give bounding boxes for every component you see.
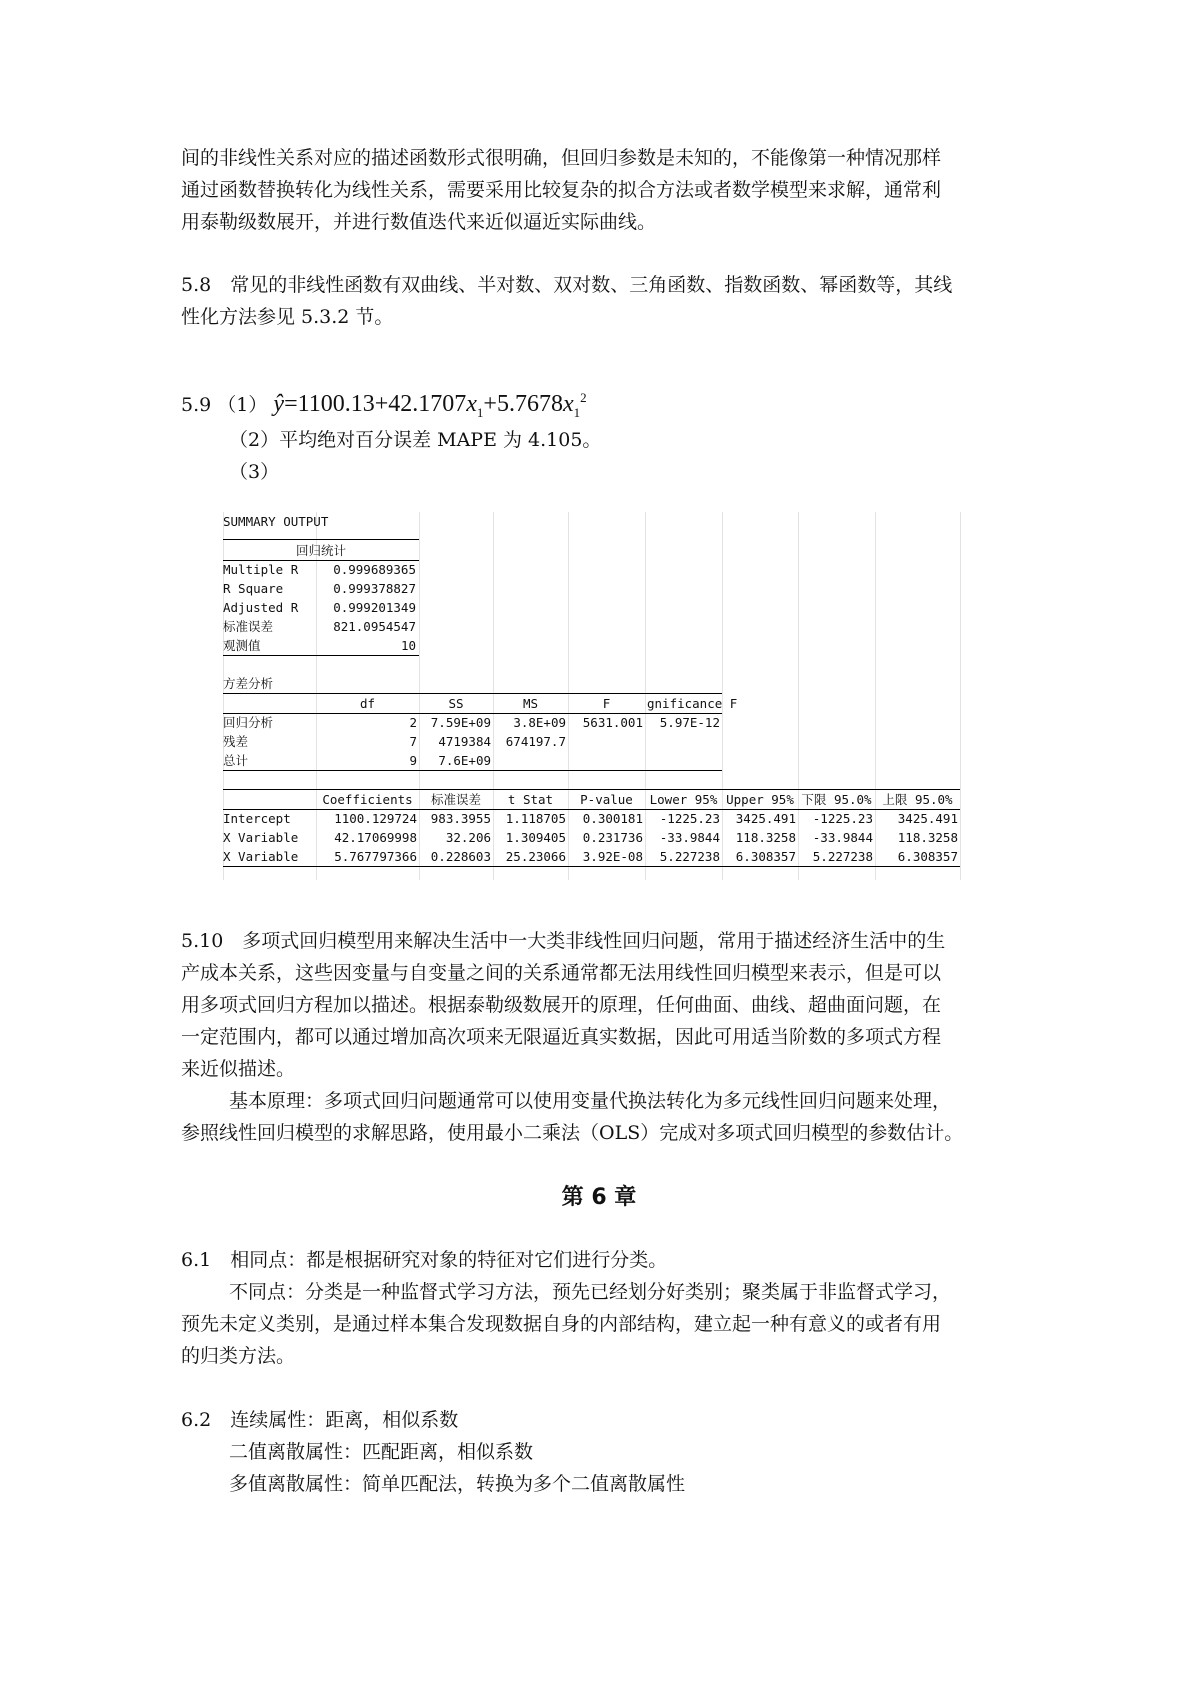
paragraph-nonlinear (181, 142, 1017, 238)
equation-line (181, 378, 1017, 418)
anova-row-label: 回归分析 (223, 715, 274, 730)
text-line: 6.1 相同点：都是根据研究对象的特征对它们进行分类。 (181, 1249, 668, 1271)
text-line: 性化方法参见 5.3.2 节。 (181, 306, 394, 328)
anova-cell: 5631.001 (582, 715, 643, 730)
stat-label: R Square (223, 581, 284, 596)
coef-col-header: Upper 95% (726, 792, 794, 807)
anova-title: 方差分析 (223, 676, 274, 691)
text-line: 二值离散属性：匹配距离，相似系数 (229, 1441, 534, 1463)
coef-row-label: X Variable (223, 849, 299, 864)
anova-cell: 4719384 (438, 734, 491, 749)
coef-cell: 1100.129724 (334, 811, 417, 826)
coef-row-label: Intercept (223, 811, 291, 826)
coef-cell: -1225.23 (659, 811, 720, 826)
anova-cell: 7.59E+09 (430, 715, 491, 730)
x-var: x (562, 391, 574, 417)
text-line: （2）平均绝对百分误差 MAPE 为 4.105。 (229, 429, 602, 451)
coef-cell: 6.308357 (897, 849, 958, 864)
stat-value: 0.999689365 (333, 562, 416, 577)
anova-cell: 9 (409, 753, 417, 768)
x-var: x (466, 391, 477, 417)
anova-row-label: 总计 (223, 753, 249, 768)
answer-6-1 (181, 1244, 1017, 1372)
text-line: 预先未定义类别，是通过样本集合发现数据自身的内部结构，建立起一种有意义的或者有用 (181, 1313, 942, 1335)
text-line: 用泰勒级数展开，并进行数值迭代来近似逼近实际曲线。 (181, 211, 657, 233)
superscript: 2 (580, 390, 587, 405)
eq-part: =1100.13+42.1707 (284, 391, 467, 417)
anova-cell: 674197.7 (505, 734, 566, 749)
stat-label: 标准误差 (223, 619, 274, 634)
coef-cell: 3425.491 (735, 811, 796, 826)
text-line: 用多项式回归方程加以描述。根据泰勒级数展开的原理，任何曲面、曲线、超曲面问题，在 (181, 994, 942, 1016)
coef-cell: 3425.491 (897, 811, 958, 826)
coef-col-header: 下限 95.0% (801, 792, 872, 807)
coef-cell: 5.227238 (812, 849, 873, 864)
coef-col-header: t Stat (507, 792, 554, 807)
text-line: 间的非线性关系对应的描述函数形式很明确，但回归参数是未知的，不能像第一种情况那样 (181, 147, 942, 169)
coef-cell: 0.231736 (582, 830, 643, 845)
text-line: 参照线性回归模型的求解思路，使用最小二乘法（OLS）完成对多项式回归模型的参数估计。 (181, 1122, 964, 1144)
summary-output-table (223, 512, 961, 880)
coef-col-header: Coefficients (322, 792, 413, 807)
answer-prefix: 5.9 （1） (181, 394, 268, 416)
answer-5-10 (181, 925, 1017, 1149)
coef-row-label: X Variable (223, 830, 299, 845)
coef-cell: 5.227238 (659, 849, 720, 864)
subscript: 1 (476, 404, 484, 420)
coef-cell: 25.23066 (505, 849, 566, 864)
text-line: 一定范围内，都可以通过增加高次项来无限逼近真实数据，因此可用适当阶数的多项式方程 (181, 1026, 942, 1048)
coef-cell: 32.206 (445, 830, 491, 845)
coef-col-header: 上限 95.0% (882, 792, 953, 807)
stat-label: 观测值 (223, 638, 261, 653)
coef-col-header: 标准误差 (430, 792, 481, 807)
text-line: 来近似描述。 (181, 1058, 296, 1080)
answer-6-2 (181, 1404, 1017, 1500)
coef-cell: 983.3955 (430, 811, 491, 826)
regression-equation (273, 390, 587, 420)
answer-5-9 (181, 378, 1017, 488)
stat-label: Multiple R (223, 562, 299, 577)
text-line: 产成本关系，这些因变量与自变量之间的关系通常都无法用线性回归模型来表示，但是可以 (181, 962, 942, 984)
chapter-heading: 第 6 章 (561, 1185, 637, 1210)
anova-col-header: MS (522, 696, 539, 711)
coef-cell: 0.300181 (582, 811, 643, 826)
y-hat: ŷ (273, 391, 285, 417)
text-line: 5.8 常见的非线性函数有双曲线、半对数、双对数、三角函数、指数函数、幂函数等，其线 (181, 274, 953, 296)
stat-label: Adjusted R (223, 600, 299, 615)
anova-col-header: F (602, 696, 611, 711)
anova-cell: 7 (409, 734, 417, 749)
stat-value: 821.0954547 (333, 619, 416, 634)
eq-part: +5.7678 (483, 391, 563, 417)
answer-5-8 (181, 269, 1017, 333)
anova-row-label: 残差 (223, 734, 249, 749)
stat-value: 10 (400, 638, 416, 653)
coef-cell: 5.767797366 (334, 849, 417, 864)
coef-cell: -33.9844 (659, 830, 720, 845)
coef-col-header: P-value (580, 792, 633, 807)
anova-col-header: df (359, 696, 376, 711)
coef-cell: 3.92E-08 (582, 849, 643, 864)
anova-cell: 2 (409, 715, 417, 730)
text-line: 5.10 多项式回归模型用来解决生活中一大类非线性回归问题，常用于描述经济生活中的生 (181, 930, 946, 952)
coef-col-header: Lower 95% (649, 792, 718, 807)
anova-col-header: SS (448, 696, 464, 711)
anova-col-header: gnificance F (647, 696, 738, 711)
coef-cell: 1.118705 (505, 811, 566, 826)
stat-value: 0.999378827 (333, 581, 416, 596)
anova-cell: 7.6E+09 (438, 753, 491, 768)
reg-stats-header: 回归统计 (295, 543, 346, 558)
coef-cell: 42.17069998 (334, 830, 417, 845)
subscript: 1 (573, 404, 581, 420)
text-line: 不同点：分类是一种监督式学习方法，预先已经划分好类别；聚类属于非监督式学习， (229, 1281, 952, 1303)
text-line: 基本原理：多项式回归问题通常可以使用变量代换法转化为多元线性回归问题来处理， (229, 1090, 952, 1112)
text-line: 6.2 连续属性：距离，相似系数 (181, 1409, 459, 1431)
coef-cell: 0.228603 (430, 849, 491, 864)
coef-cell: 6.308357 (735, 849, 796, 864)
text-line: 的归类方法。 (181, 1345, 296, 1367)
anova-cell: 3.8E+09 (513, 715, 566, 730)
coef-cell: 1.309405 (505, 830, 566, 845)
coef-cell: -1225.23 (812, 811, 873, 826)
text-line: （3） (229, 461, 280, 483)
text-line: 多值离散属性：简单匹配法，转换为多个二值离散属性 (229, 1473, 686, 1495)
coef-cell: -33.9844 (812, 830, 873, 845)
sheet-title: SUMMARY OUTPUT (223, 514, 329, 529)
anova-cell: 5.97E-12 (659, 715, 720, 730)
coef-cell: 118.3258 (897, 830, 958, 845)
stat-value: 0.999201349 (333, 600, 416, 615)
coef-cell: 118.3258 (735, 830, 796, 845)
text-line: 通过函数替换转化为线性关系，需要采用比较复杂的拟合方法或者数学模型来求解，通常利 (181, 179, 942, 201)
